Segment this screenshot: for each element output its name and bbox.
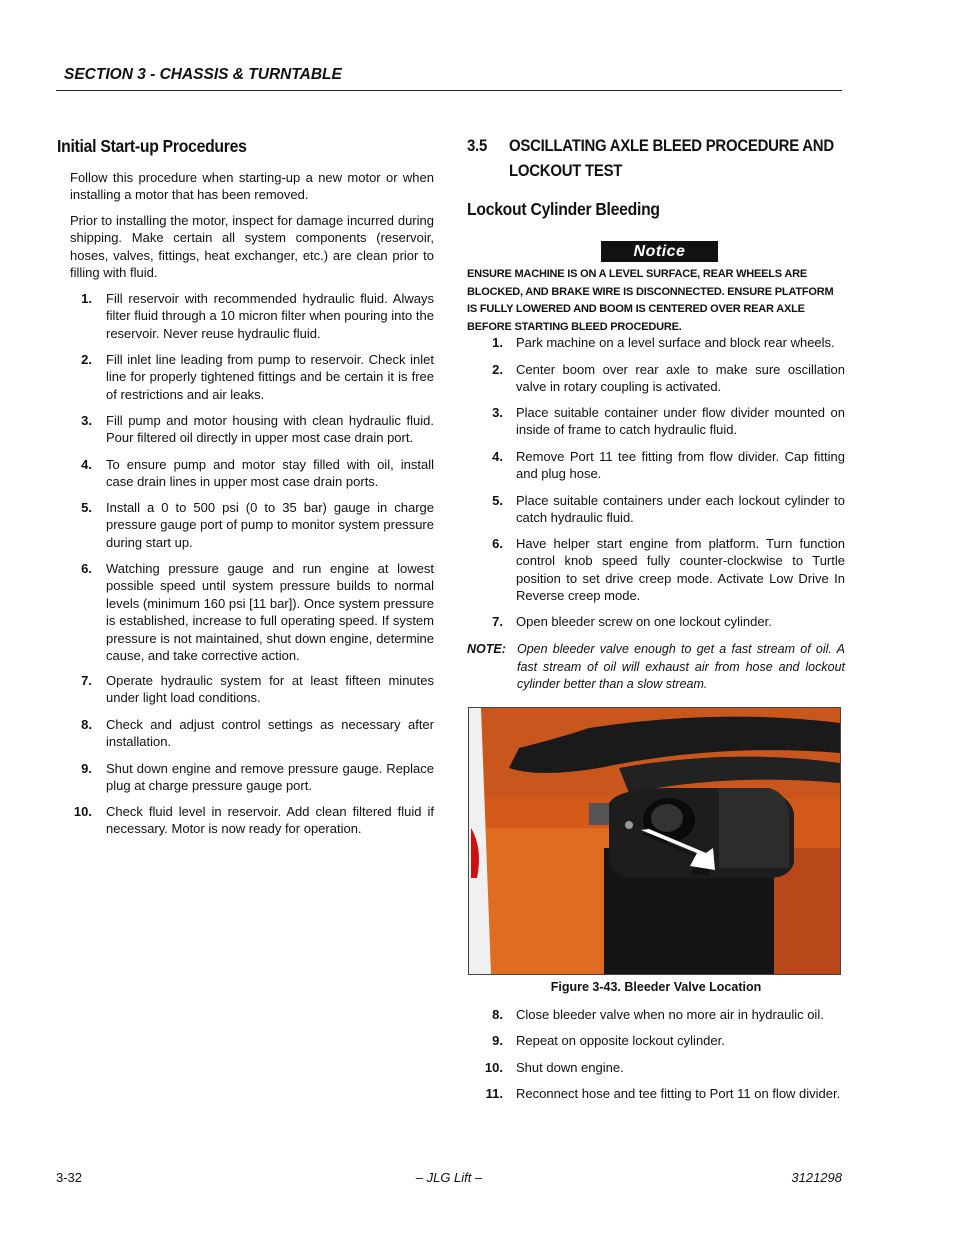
left-section-title: Initial Start-up Procedures (57, 136, 247, 156)
photo-illustration (469, 708, 840, 974)
step-text: Check fluid level in reservoir. Add clean filtered fluid if necessary. Motor is now ready for operation. (106, 804, 434, 837)
step-text: Check and adjust control settings as necessary after installation. (106, 717, 434, 750)
step-number: 6. (81, 561, 92, 576)
right-step-9 (481, 1032, 845, 1049)
step-text: Remove Port 11 tee fitting from flow divider. Cap fitting and plug hose. (516, 449, 845, 482)
step-number: 1. (492, 335, 503, 350)
step-text: Place suitable container under flow divider mounted on inside of frame to catch hydraulic fluid. (516, 405, 845, 438)
step-number: 2. (81, 352, 92, 367)
step-number: 3. (81, 413, 92, 428)
left-step-5 (70, 499, 434, 551)
left-step-7 (70, 672, 434, 707)
step-number: 9. (492, 1033, 503, 1048)
step-number: 7. (492, 614, 503, 629)
step-number: 8. (81, 717, 92, 732)
right-step-11 (481, 1085, 845, 1102)
right-step-6 (481, 535, 845, 605)
figure-caption: Figure 3-43. Bleeder Valve Location (550, 980, 762, 994)
step-text: Center boom over rear axle to make sure oscillation valve in rotary coupling is activated. (516, 362, 845, 395)
intro-paragraph-2: Prior to installing the motor, inspect for damage incurred during shipping. Make certain all system components (reservoir, hoses, valves, fittings, heat exchanger, etc.) are clean prior to filling with fluid. (70, 213, 434, 281)
header-divider (56, 90, 842, 91)
step-text: Close bleeder valve when no more air in hydraulic oil. (516, 1007, 824, 1022)
note-block (467, 641, 845, 694)
step-text: Reconnect hose and tee fitting to Port 11 on flow divider. (516, 1086, 841, 1101)
section-header: SECTION 3 - CHASSIS & TURNTABLE (64, 66, 342, 83)
step-number: 2. (492, 362, 503, 377)
step-text: Place suitable containers under each lockout cylinder to catch hydraulic fluid. (516, 493, 845, 526)
step-text: Fill reservoir with recommended hydraulic fluid. Always filter fluid through a 10 micron filter when pouring into the reservoir. Never reuse hydraulic fluid. (106, 291, 434, 341)
step-text: Operate hydraulic system for at least fifteen minutes under light load conditions. (106, 673, 434, 706)
left-step-8 (70, 716, 434, 751)
step-number: 5. (492, 493, 503, 508)
left-step-6 (70, 560, 434, 664)
step-text: Open bleeder screw on one lockout cylinder. (516, 614, 772, 629)
step-number: 1. (81, 291, 92, 306)
bleeder-valve-photo (468, 707, 841, 975)
step-number: 5. (81, 500, 92, 515)
step-number: 3. (492, 405, 503, 420)
step-text: Fill pump and motor housing with clean hydraulic fluid. Pour filtered oil directly in upper most case drain port. (106, 413, 434, 446)
step-number: 4. (492, 449, 503, 464)
section-title-line-2: LOCKOUT TEST (509, 161, 623, 180)
step-text: Have helper start engine from platform. Turn function control knob speed fully counter-clockwise to Turtle position to set drive creep mode. Activate Low Drive In Reverse creep mode. (516, 536, 845, 604)
step-text: Park machine on a level surface and block rear wheels. (516, 335, 835, 350)
step-number: 4. (81, 457, 92, 472)
step-text: Repeat on opposite lockout cylinder. (516, 1033, 725, 1048)
step-number: 7. (81, 673, 92, 688)
right-step-2 (481, 361, 845, 396)
step-number: 6. (492, 536, 503, 551)
page-number: 3-32 (56, 1170, 83, 1185)
step-number: 11. (485, 1086, 503, 1101)
left-step-3 (70, 412, 434, 447)
step-text: To ensure pump and motor stay filled with oil, install case drain lines in upper most case drain ports. (106, 457, 434, 490)
right-step-4 (481, 448, 845, 483)
left-step-10 (70, 803, 434, 838)
step-number: 10. (73, 804, 92, 819)
notice-badge: Notice (601, 241, 718, 262)
left-step-2 (70, 351, 434, 403)
document-number: 3121298 (791, 1170, 842, 1185)
step-text: Watching pressure gauge and run engine at lowest possible speed until system pressure builds to normal levels (minimum 160 psi [11 bar]). Once system pressure is established, increase to full operating speed. If system pressure is not maintained, shut down engine, determine cause, and take corrective action. (106, 561, 434, 664)
step-number: 9. (81, 761, 92, 776)
step-text: Fill inlet line leading from pump to reservoir. Check inlet line for properly tightened fittings and be certain it is free of restrictions and air leaks. (106, 352, 434, 402)
right-step-1 (481, 334, 845, 351)
section-title-line-1: OSCILLATING AXLE BLEED PROCEDURE AND (509, 136, 834, 155)
right-step-8 (481, 1006, 845, 1023)
right-step-5 (481, 492, 845, 527)
section-number: 3.5 (467, 136, 488, 155)
step-text: Shut down engine. (516, 1060, 624, 1075)
right-step-7 (481, 613, 845, 630)
step-number: 10. (484, 1060, 503, 1075)
intro-paragraph-1: Follow this procedure when starting-up a new motor or when installing a motor that has been removed. (70, 170, 434, 203)
step-text: Install a 0 to 500 psi (0 to 35 bar) gauge in charge pressure gauge port of pump to monitor system pressure during start up. (106, 500, 434, 550)
subsection-title: Lockout Cylinder Bleeding (467, 199, 660, 219)
left-step-4 (70, 456, 434, 491)
step-number: 8. (492, 1007, 503, 1022)
note-label: NOTE: (467, 642, 506, 656)
right-step-3 (481, 404, 845, 439)
step-text: Shut down engine and remove pressure gauge. Replace plug at charge pressure gauge port. (106, 761, 434, 794)
left-step-1 (70, 290, 434, 342)
right-step-10 (481, 1059, 845, 1076)
notice-text: ENSURE MACHINE IS ON A LEVEL SURFACE, REAR WHEELS ARE BLOCKED, AND BRAKE WIRE IS DISCONNECTED. ENSURE PLATFORM IS FULLY LOWERED AND BOOM IS CENTERED OVER REAR AXLE BEFORE STARTING BLEED PROCEDURE. (467, 268, 834, 333)
footer-brand: – JLG Lift – (415, 1170, 483, 1185)
note-text: Open bleeder valve enough to get a fast stream of oil. A fast stream of oil will exhaust air from hose and lockout cylinder better than a slow stream. (517, 642, 845, 691)
left-step-9 (70, 760, 434, 795)
